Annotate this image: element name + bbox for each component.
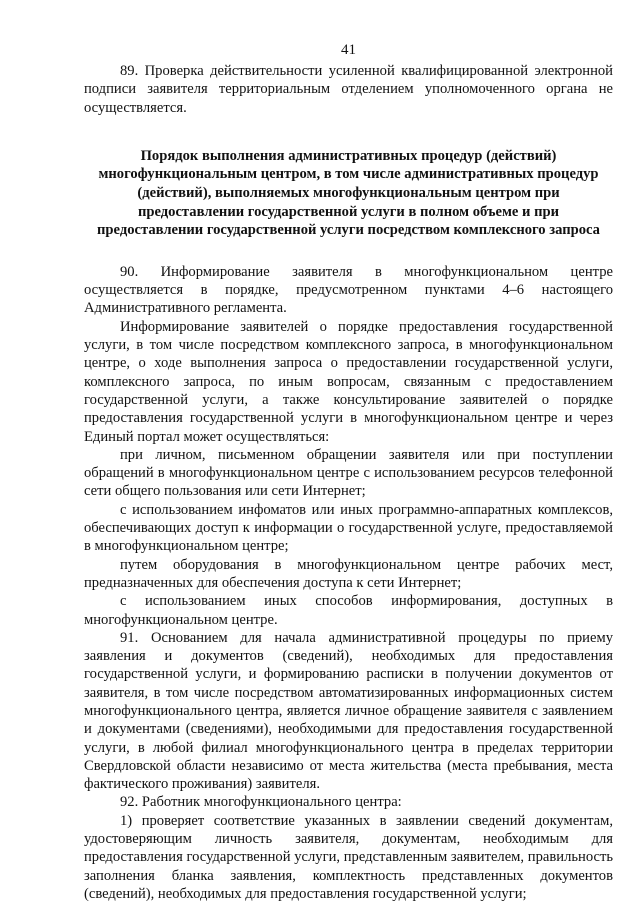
paragraph-personal-appeal: при личном, письменном обращении заявителя или при поступлении обращений в многофункциональном центре с использованием ресурсов телефонной сети общего пользования или сети Интернет; [84,446,613,500]
heading-line: Порядок выполнения административных процедур (действий) [140,147,557,164]
paragraph-other-methods: с использованием иных способов информирования, доступных в многофункциональном центре. [84,593,613,628]
section-heading [84,147,613,240]
paragraph-90: 90. Информирование заявителя в многофункциональном центре осуществляется в порядке, предусмотренном пунктами 4–6 настоящего Административного регламента. [84,263,613,317]
paragraph-workplaces: путем оборудования в многофункциональном центре рабочих мест, предназначенных для обеспечения доступа к сети Интернет; [84,556,613,591]
paragraph-92-item-1: 1) проверяет соответствие указанных в заявлении сведений документам, удостоверяющим личность заявителя, документам, необходимым для предоставления государственной услуги, представленным заявителем, правильность заполнения бланка заявления, комплектность представленных документов (сведений), необходимых для предоставления государственной услуги; [84,812,613,902]
page-number: 41 [341,42,356,58]
heading-line: многофункциональным центром, в том числе административных процедур [98,166,599,183]
paragraph-92: 92. Работник многофункционального центра: [120,794,402,811]
paragraph-infomats: с использованием инфоматов или иных программно-аппаратных комплексов, обеспечивающих доступ к информации о государственной услуге, предоставляемой в многофункциональном центре; [84,501,613,555]
heading-line: предоставлении государственной услуги посредством комплексного запроса [97,222,600,239]
paragraph-informing: Информирование заявителей о порядке предоставления государственной услуги, в том числе посредством комплексного запроса, в многофункциональном центре, о ходе выполнения запроса о предоставлении государственной услуги, комплексного запроса, по иным вопросам, связанным с предоставлением государственной услуги, а также консультирование заявителей о порядке предоставления государственной услуги в многофункциональном центре и через Единый портал может осуществляться: [84,318,613,445]
paragraph-91: 91. Основанием для начала административной процедуры по приему заявления и документов (сведений), необходимых для предоставления государственной услуги, и формированию расписки в получении документов от заявителя, в том числе посредством автоматизированных информационных систем многофункционального центра, является личное обращение заявителя с заявлением и документами (сведениями), необходимыми для предоставления государственной услуги, в любой филиал многофункционального центра в пределах территории Свердловской области независимо от места жительства (места пребывания, места фактического проживания) заявителя. [84,629,613,793]
paragraph-89: 89. Проверка действительности усиленной квалифицированной электронной подписи заявителя территориальным отделением уполномоченного органа не осуществляется. [84,63,613,116]
heading-line: предоставлении государственной услуги в полном объеме и при [137,203,560,220]
heading-line: (действий), выполняемых многофункциональным центром при [137,185,560,202]
document-body [84,62,613,903]
